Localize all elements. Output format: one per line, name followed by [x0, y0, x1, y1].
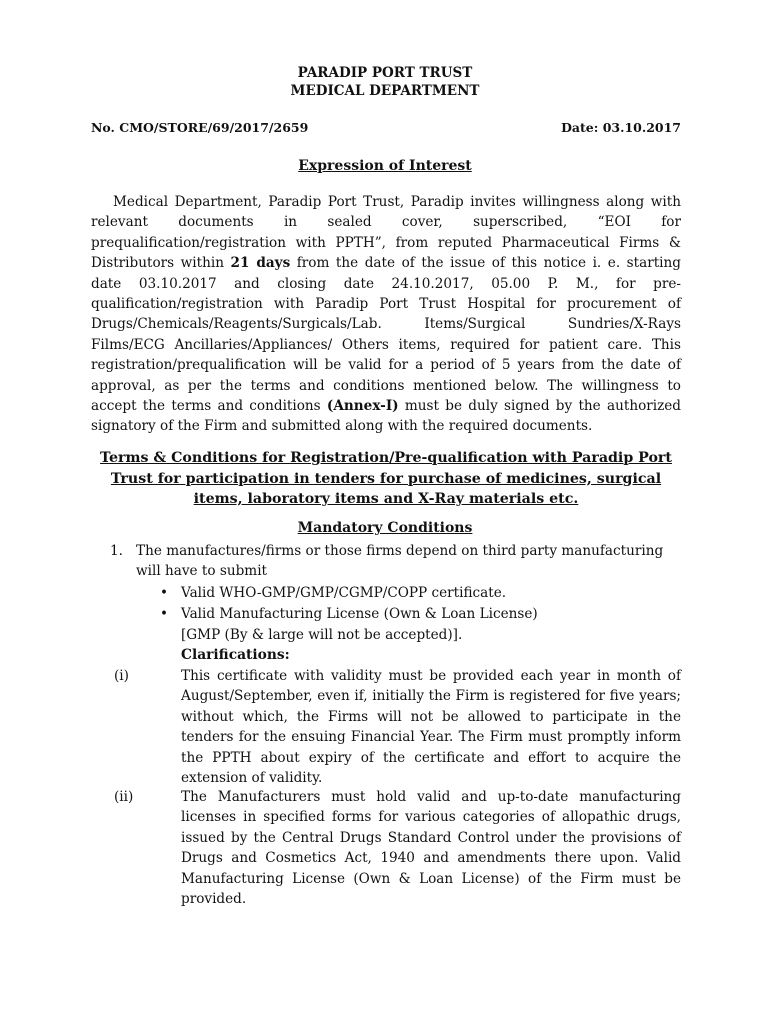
clarification-text: The Manufacturers must hold valid and up-to-date manufacturing licenses in specified forms for various categories of allopathic drugs, issued by the Central Drugs Standard Control under the provisions of Drugs and Cosmetics Act, 1940 and amendments there upon. Valid Manufacturing License (Own & Loan License) of the Firm must be provided.: [181, 789, 681, 908]
bullet-icon: •: [160, 605, 169, 622]
intro-text-2: from the date of the issue of this notice i. e. starting date 03.10.2017 and closing date 24.10.2017, 05.00 P. M., for pre-qualification/registration with Paradip Port Trust Hospital for procurement of Drugs/Chemicals/Reagents/Surgicals/Lab. Items/Surgical Sundries/X-Rays Films/ECG Ancillaries/Appliances/ Others items, required for patient care. This registration/prequalification will be valid for a period of 5 years from the date of approval, as per the terms and conditions mentioned below. The willingness to accept the terms and conditions: [91, 255, 681, 415]
requirement-list: [160, 583, 682, 624]
intro-text-1: Medical Department, Paradip Port Trust, Paradip invites willingness along with relevant documents in sealed cover, superscribed, “EOI for prequalification/registration with PPTH”, from reputed Pharmaceutical Firms & Distributors within: [91, 194, 681, 272]
document-title: Expression of Interest: [298, 158, 472, 174]
org-name: PARADIP PORT TRUST: [297, 65, 473, 81]
list-item: [160, 583, 682, 604]
condition-text: The manufactures/firms or those firms depend on third party manufacturing will have to submit: [136, 543, 664, 579]
list-item-text: Valid WHO-GMP/GMP/CGMP/COPP certificate.: [181, 585, 507, 601]
reference-line: [91, 120, 681, 135]
issue-date: Date: 03.10.2017: [561, 120, 681, 135]
list-item: [160, 604, 682, 625]
clarification-item: [114, 666, 681, 788]
condition-number: 1.: [110, 543, 123, 559]
mandatory-conditions-heading: Mandatory Conditions: [297, 520, 473, 536]
clarifications-heading: Clarifications:: [181, 647, 290, 663]
clarification-item: [114, 787, 681, 909]
terms-heading: Terms & Conditions for Registration/Pre-qualification with Paradip Port Trust for participation in tenders for purchase of medicines, surgical items, laboratory items and X-Ray materials etc.: [100, 450, 672, 507]
intro-paragraph: [91, 192, 681, 437]
clarification-number: (ii): [114, 789, 134, 805]
list-item-text: Valid Manufacturing License (Own & Loan License): [181, 605, 538, 622]
condition-item: [110, 541, 682, 581]
intro-annex: (Annex-I): [326, 398, 399, 415]
bullet-icon: •: [160, 585, 169, 601]
intro-days: 21 days: [230, 255, 291, 272]
department-name: MEDICAL DEPARTMENT: [290, 83, 480, 99]
reference-number: No. CMO/STORE/69/2017/2659: [91, 120, 309, 135]
clarification-number: (i): [114, 668, 129, 684]
gmp-note: [GMP (By & large will not be accepted)].: [181, 627, 463, 643]
letterhead: [0, 64, 770, 100]
intro-text-3: must be duly signed by the authorized signatory of the Firm and submitted along with the required documents.: [91, 398, 682, 435]
clarification-text: This certificate with validity must be provided each year in month of August/September, even if, initially the Firm is registered for five years; without which, the Firms will not be allowed to participate in the tenders for the ensuing Financial Year. The Firm must promptly inform the PPTH about expiry of the certificate and effort to acquire the extension of validity.: [181, 668, 681, 787]
